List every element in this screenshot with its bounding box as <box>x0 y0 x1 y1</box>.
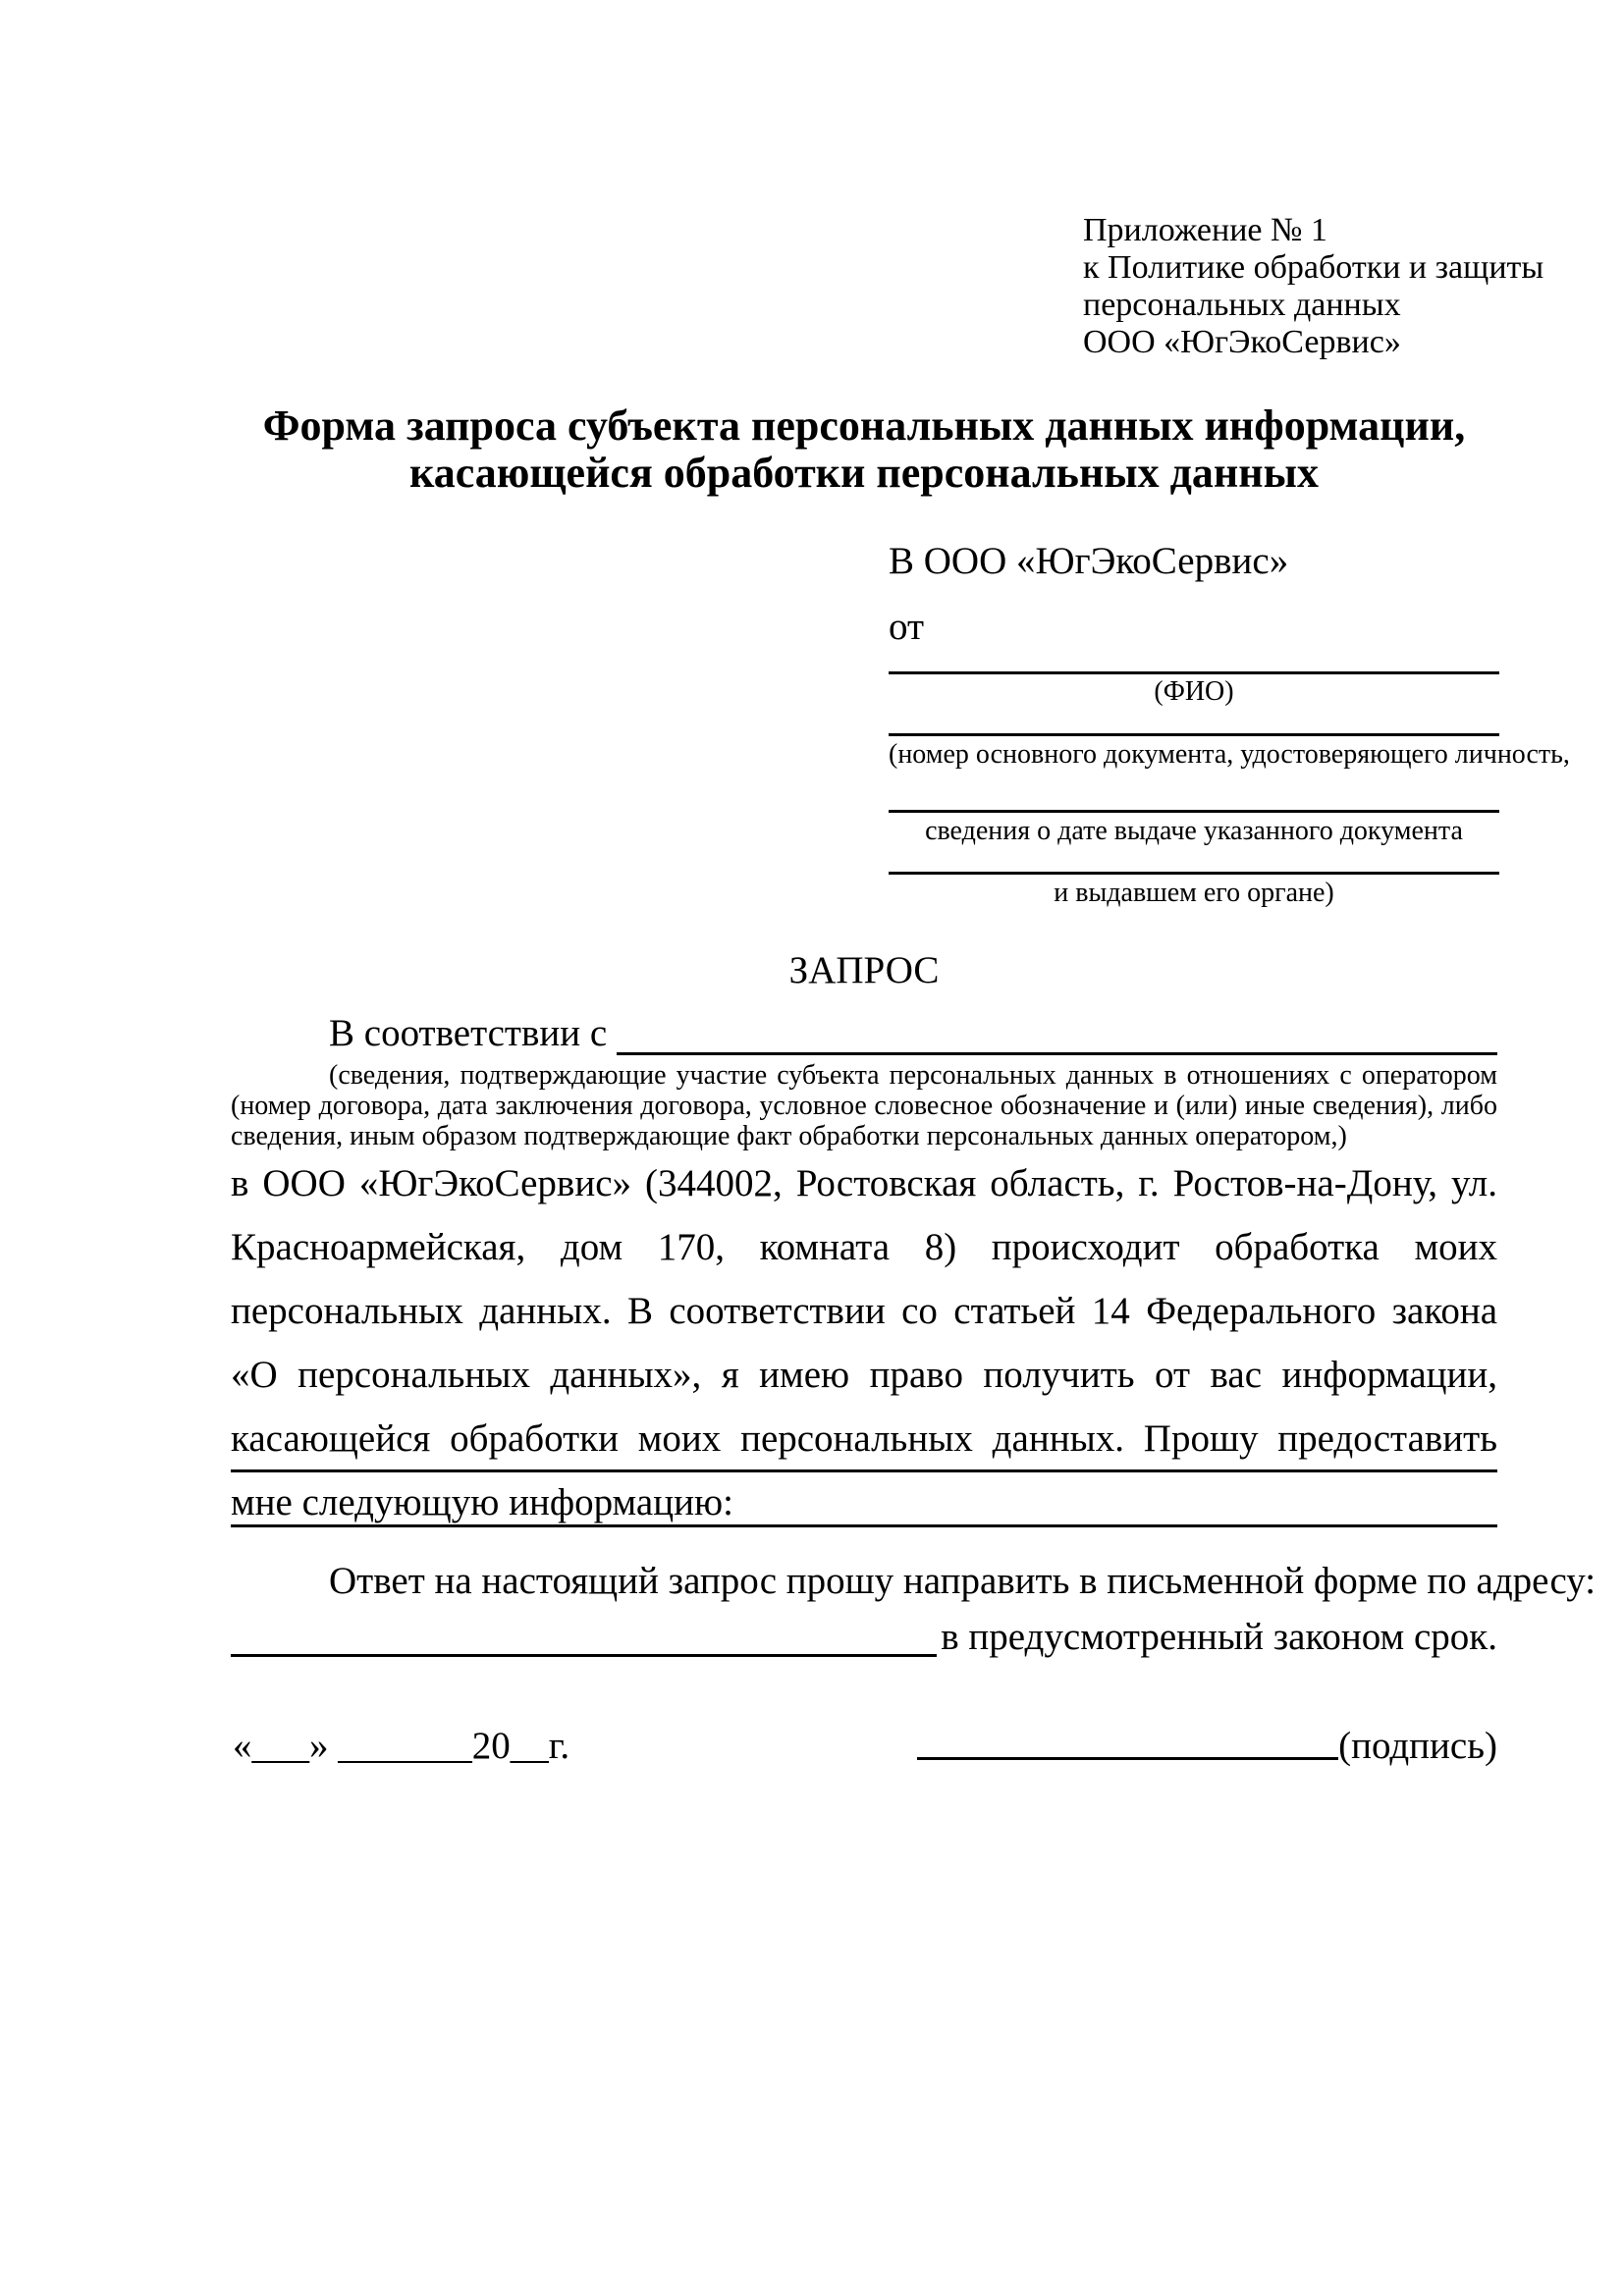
issue-date-caption: сведения о дате выдаче указанного документа <box>925 816 1463 846</box>
document-number-caption: (номер основного документа, удостоверяющего личность, <box>889 739 1570 770</box>
from-label: от <box>889 606 925 648</box>
reply-address-row <box>231 1615 1497 1659</box>
addressee-to: В ООО «ЮгЭкоСервис» <box>889 540 1289 582</box>
reply-suffix: в предусмотренный законом срок. <box>941 1616 1497 1658</box>
accordance-row <box>231 1011 1497 1055</box>
signature-blank-line <box>917 1724 1338 1760</box>
fio-caption: (ФИО) <box>1154 676 1234 707</box>
appendix-line-2: к Политике обработки и защиты <box>1083 249 1544 286</box>
signature-row <box>917 1724 1497 1768</box>
appendix-line-3: персональных данных <box>1083 287 1401 323</box>
document-number-blank-line <box>889 733 1499 736</box>
issuing-authority-caption: и выдавшем его органе) <box>1054 878 1334 908</box>
appendix-block <box>1083 212 1543 361</box>
address-blank-line <box>231 1615 937 1657</box>
signature-caption: (подпись) <box>1338 1725 1497 1767</box>
date-blank: «___» _______20__г. <box>233 1725 570 1767</box>
issuing-authority-blank-line <box>889 872 1499 875</box>
accordance-lead: В соответствии с <box>329 1012 608 1054</box>
accordance-blank-line <box>617 1011 1497 1055</box>
body-paragraph: в ООО «ЮгЭкоСервис» (344002, Ростовская область, г. Ростов-на-Дону, ул. Красноармейская, дом 170, комната 8) происходит обработка моих персональных данных. В соответствии со статьей 14 Федерального закона «О персональных данных», я имею право получить от вас информации, касающейся обработки моих персональных данных. Прошу предоставить мне следующую информацию: <box>231 1162 1497 1523</box>
footnote-text: (сведения, подтверждающие участие субъекта персональных данных в отношениях с оператором (номер договора, дата заключения договора, условное словесное обозначение и (или) иные сведения), либо сведения, иным образом подтверждающие факт обработки персональных данных оператором,) <box>231 1060 1497 1151</box>
answer-blank-line-1 <box>231 1469 1497 1472</box>
appendix-line-4: ООО «ЮгЭкоСервис» <box>1083 324 1401 360</box>
appendix-line-1: Приложение № 1 <box>1083 212 1327 248</box>
answer-blank-line-2 <box>231 1524 1497 1527</box>
form-title-line-2: касающейся обработки персональных данных <box>409 449 1319 497</box>
form-title-line-1: Форма запроса субъекта персональных данных информации, <box>262 401 1466 450</box>
fio-blank-line <box>889 671 1499 674</box>
request-heading: ЗАПРОС <box>788 949 940 991</box>
issue-date-blank-line <box>889 810 1499 813</box>
form-title <box>231 402 1497 497</box>
reply-sentence: Ответ на настоящий запрос прошу направить в письменной форме по адресу: <box>329 1560 1597 1602</box>
